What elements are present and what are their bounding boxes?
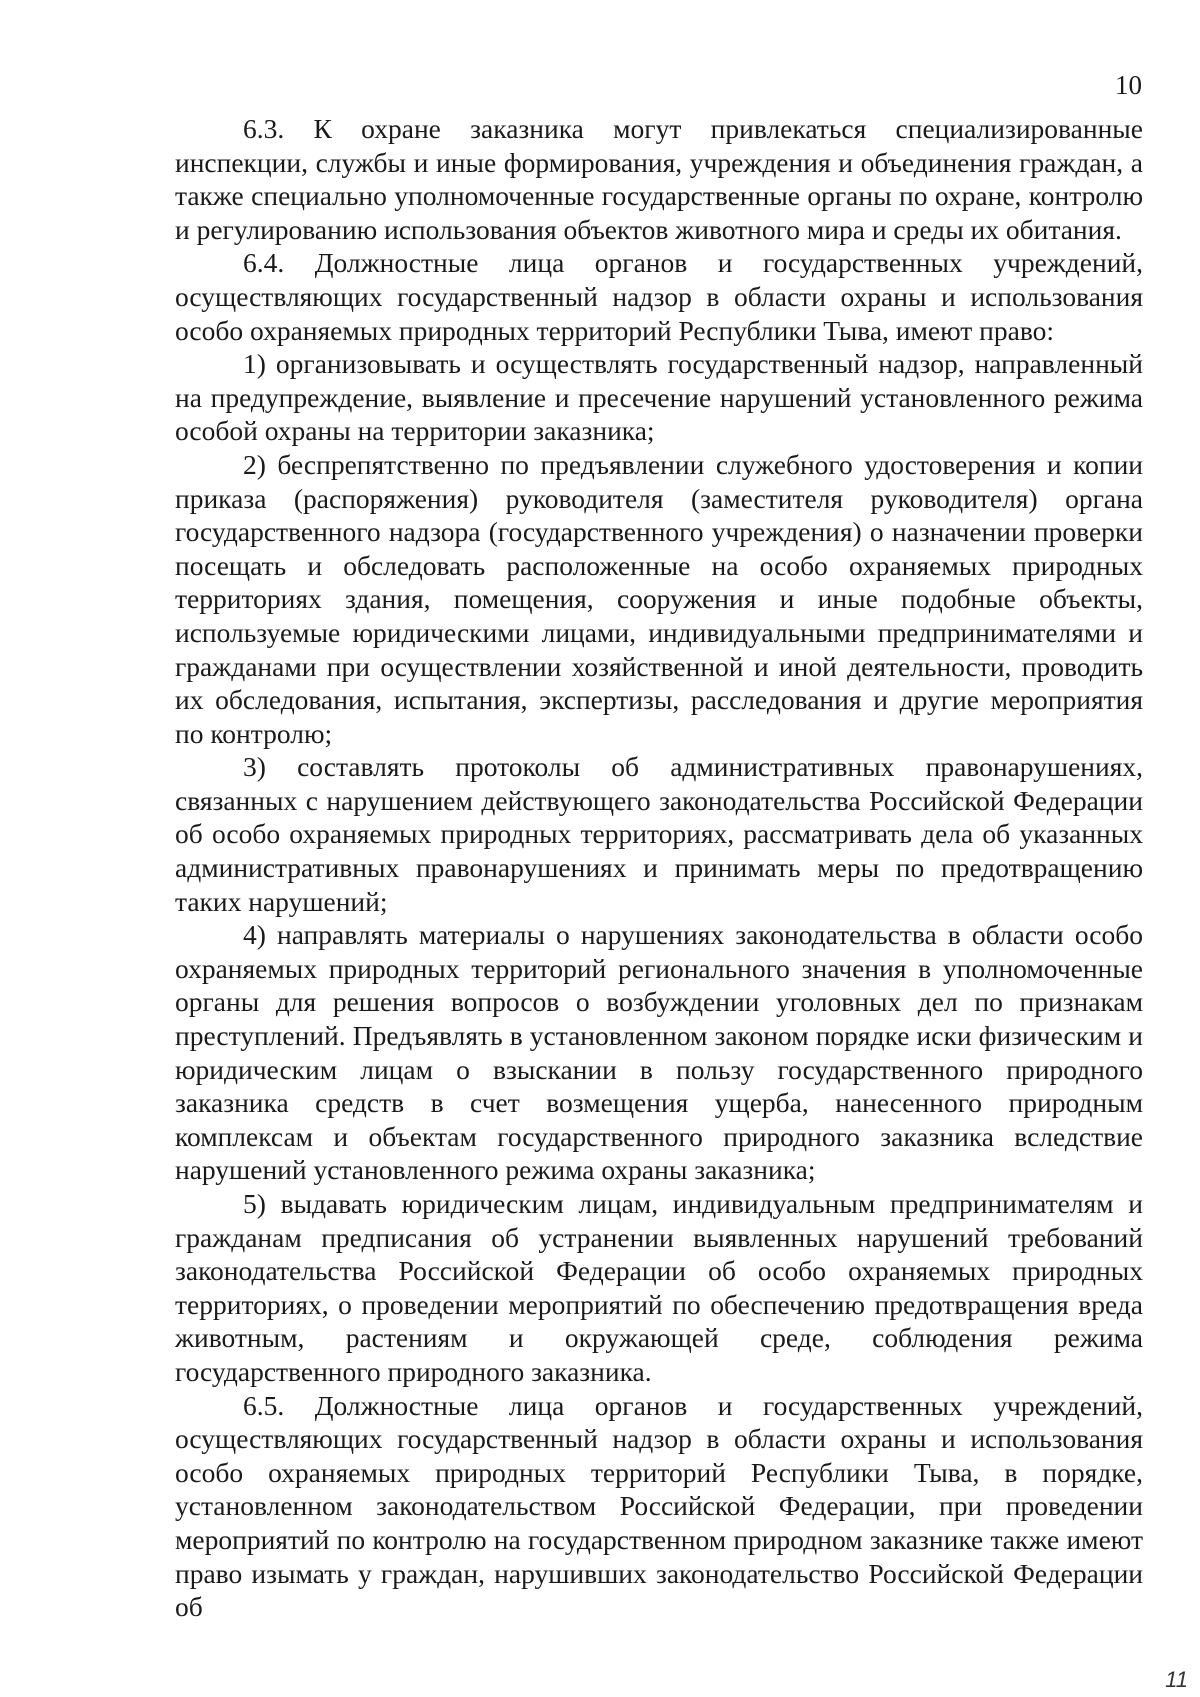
- handwritten-page-mark: 11: [1165, 1667, 1188, 1692]
- list-item-4: 4) направлять материалы о нарушениях законодательства в области особо охраняемых природных территорий регионального значения в уполномоченные органы для решения вопросов о возбуждении уголовных дел по признакам преступлений. Предъявлять в установленном законом порядке иски физическим и юридическим лицам о взыскании в пользу государственного природного заказника средств в счет возмещения ущерба, нанесенного природным комплексам и объектам государственного природного заказника вследствие нарушений установленного режима охраны заказника;: [175, 919, 1143, 1186]
- document-body: [175, 112, 1143, 1624]
- list-item-5: 5) выдавать юридическим лицам, индивидуальным предпринимателям и гражданам предписания об устранении выявленных нарушений требований законодательства Российской Федерации об особо охраняемых природных территориях, о проведении мероприятий по обеспечению предотвращения вреда животным, растениям и окружающей среде, соблюдения режима государственного природного заказника.: [175, 1188, 1143, 1387]
- paragraph-6-5: 6.5. Должностные лица органов и государственных учреждений, осуществляющих государственный надзор в области охраны и использования особо охраняемых природных территорий Республики Тыва, в порядке, установленном законодательством Российской Федерации, при проведении мероприятий по контролю на государственном природном заказнике также имеют право изымать у граждан, нарушивших законодательство Российской Федерации об: [175, 1389, 1143, 1623]
- paragraph-6-4: 6.4. Должностные лица органов и государственных учреждений, осуществляющих государственный надзор в области охраны и использования особо охраняемых природных территорий Республики Тыва, имеют право:: [175, 247, 1143, 346]
- list-item-3: 3) составлять протоколы об административных правонарушениях, связанных с нарушением действующего законодательства Российской Федерации об особо охраняемых природных территориях, рассматривать дела об указанных административных правонарушениях и принимать меры по предотвращению таких нарушений;: [175, 751, 1143, 917]
- list-item-1: 1) организовывать и осуществлять государственный надзор, направленный на предупреждение, выявление и пресечение нарушений установленного режима особой охраны на территории заказника;: [175, 348, 1143, 447]
- page-number: 10: [1115, 70, 1142, 100]
- list-item-2: 2) беспрепятственно по предъявлении служебного удостоверения и копии приказа (распоряжения) руководителя (заместителя руководителя) органа государственного надзора (государственного учреждения) о назначении проверки посещать и обследовать расположенные на особо охраняемых природных территориях здания, помещения, сооружения и иные подобные объекты, используемые юридическими лицами, индивидуальными предпринимателями и гражданами при осуществлении хозяйственной и иной деятельности, проводить их обследования, испытания, экспертизы, расследования и другие мероприятия по контролю;: [175, 448, 1143, 749]
- paragraph-6-3: 6.3. К охране заказника могут привлекаться специализированные инспекции, службы и иные формирования, учреждения и объединения граждан, а также специально уполномоченные государственные органы по охране, контролю и регулированию использования объектов животного мира и среды их обитания.: [175, 113, 1143, 245]
